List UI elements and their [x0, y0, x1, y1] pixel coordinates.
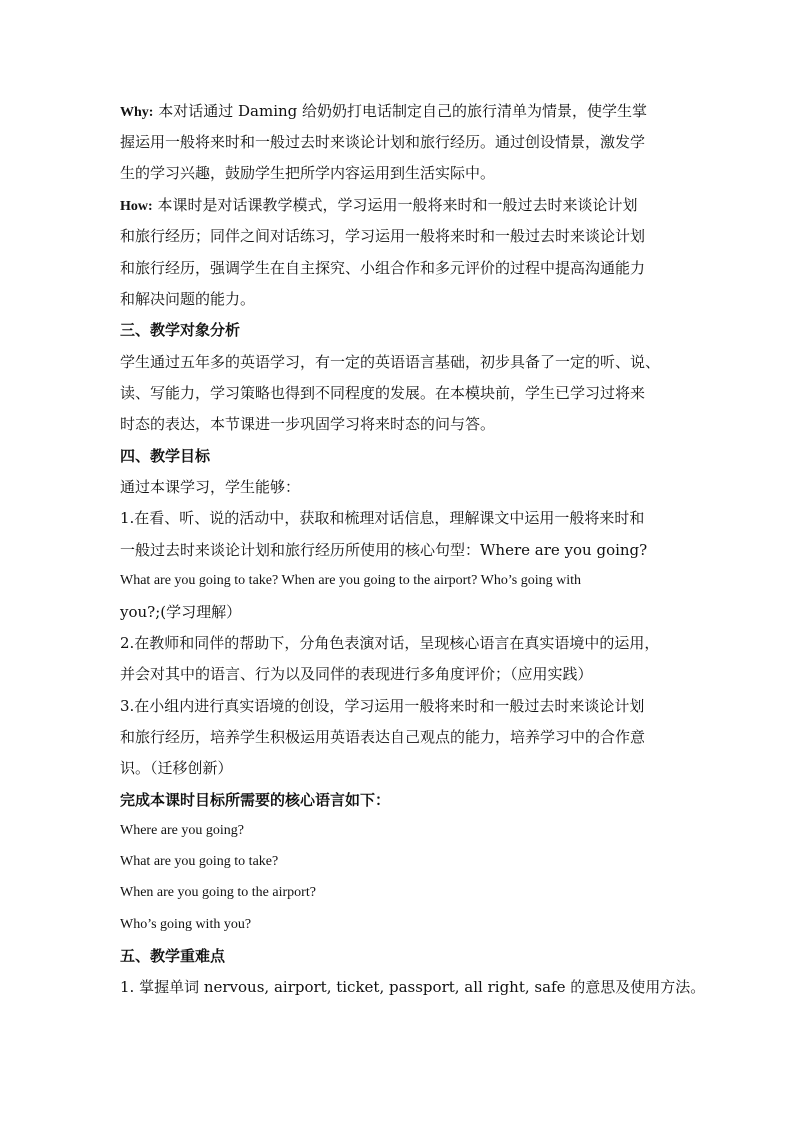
how-label: How:: [120, 199, 153, 214]
core-sentence-2: What are you going to take?: [120, 854, 279, 869]
section3-heading: 三、教学对象分析: [120, 321, 241, 339]
goal2-line-2: 并会对其中的语言、行为以及同伴的表现进行多角度评价；（应用实践）: [120, 665, 593, 683]
how-line-3: 和旅行经历，强调学生在自主探究、小组合作和多元评价的过程中提高沟通能力: [120, 259, 646, 277]
how-line-4: 和解决问题的能力。: [120, 290, 256, 308]
goal1-line-4: you?;(学习理解）: [120, 603, 242, 621]
why-line-3: 生的学习兴趣，鼓励学生把所学内容运用到生活实际中。: [120, 164, 496, 182]
why-line-2: 握运用一般将来时和一般过去时来谈论计划和旅行经历。通过创设情景，激发学: [120, 133, 646, 151]
goal1-line-2: 一般过去时来谈论计划和旅行经历所使用的核心句型：Where are you going?: [120, 541, 648, 559]
goal2-line-1: 2.在教师和同伴的帮助下，分角色表演对话，呈现核心语言在真实语境中的运用，: [120, 634, 660, 652]
section3-line-3: 时态的表达，本节课进一步巩固学习将来时态的问与答。: [120, 415, 496, 433]
goal1-line-1: 1.在看、听、说的活动中，获取和梳理对话信息，理解课文中运用一般将来时和: [120, 509, 645, 527]
how-line-1: 本课时是对话课教学模式，学习运用一般将来时和一般过去时来谈论计划: [157, 196, 638, 214]
why-line-1: 本对话通过 Daming 给奶奶打电话制定自己的旅行清单为情景，使学生掌: [158, 102, 648, 120]
section3-line-2: 读、写能力，学习策略也得到不同程度的发展。在本模块前，学生已学习过将来: [120, 384, 646, 402]
goal1-line-3: What are you going to take? When are you going to the airport? Who’s going with: [120, 573, 581, 588]
core-sentence-3: When are you going to the airport?: [120, 885, 316, 900]
why-label: Why:: [120, 105, 154, 120]
how-line-2: 和旅行经历；同伴之间对话练习，学习运用一般将来时和一般过去时来谈论计划: [120, 227, 646, 245]
core-sentence-1: Where are you going?: [120, 823, 244, 838]
why-paragraph-line-1: [120, 101, 647, 123]
section4-heading: 四、教学目标: [120, 447, 211, 465]
how-paragraph-line-1: [120, 195, 637, 217]
goal3-line-2: 和旅行经历，培养学生积极运用英语表达自己观点的能力，培养学习中的合作意: [120, 728, 646, 746]
core-sentence-4: Who’s going with you?: [120, 917, 252, 932]
core-language-heading: 完成本课时目标所需要的核心语言如下：: [120, 791, 391, 809]
section3-line-1: 学生通过五年多的英语学习，有一定的英语语言基础，初步具备了一定的听、说、: [120, 353, 661, 371]
key-point-1: 1. 掌握单词 nervous, airport, ticket, passport, all right, safe 的意思及使用方法。: [120, 978, 706, 996]
goal3-line-1: 3.在小组内进行真实语境的创设，学习运用一般将来时和一般过去时来谈论计划: [120, 697, 645, 715]
section5-heading: 五、教学重难点: [120, 947, 226, 965]
section4-intro: 通过本课学习，学生能够：: [120, 478, 301, 496]
goal3-line-3: 识。（迁移创新）: [120, 759, 233, 777]
